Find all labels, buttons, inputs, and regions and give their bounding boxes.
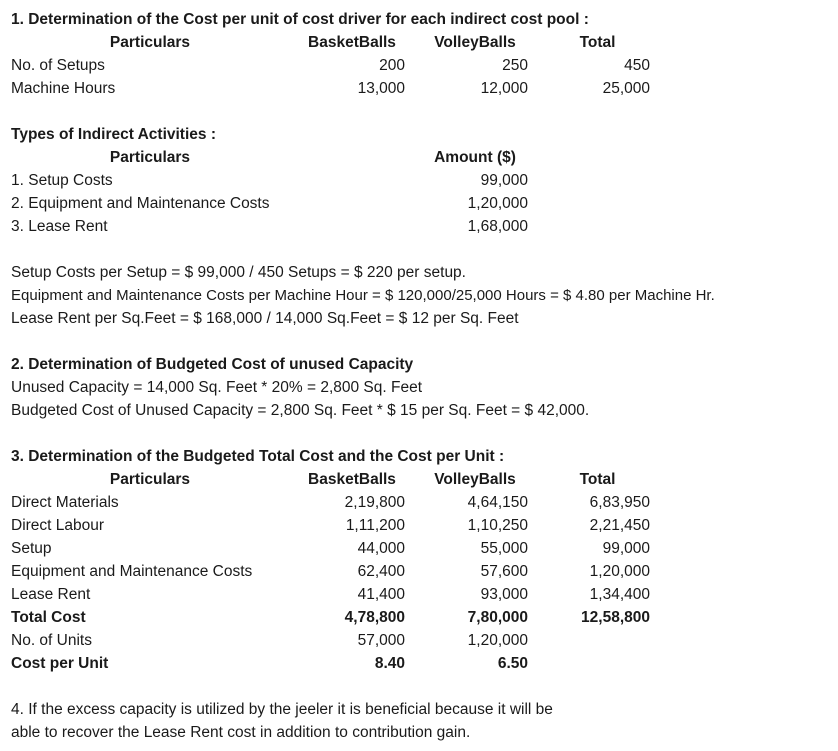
activity-amount: 1,68,000 [467, 218, 528, 235]
activity-label: 1. Setup Costs [11, 172, 113, 189]
activities-header-amount: Amount ($) [434, 149, 516, 166]
section3-row-basket: 1,11,200 [345, 517, 405, 534]
section3-row-total: 1,20,000 [589, 563, 650, 580]
section3-header-volleyballs: VolleyBalls [434, 471, 516, 488]
activity-amount: 1,20,000 [467, 195, 528, 212]
section3-row-total: 99,000 [602, 540, 650, 557]
section1-header-total: Total [579, 34, 616, 51]
section3-row-basket: 8.40 [374, 655, 405, 672]
section1-header-particulars: Particulars [109, 34, 191, 51]
section3-header-total: Total [579, 471, 616, 488]
section3-row-label: Total Cost [11, 609, 86, 626]
section3-row-volley: 93,000 [480, 586, 528, 603]
activity-label: 2. Equipment and Maintenance Costs [11, 195, 270, 212]
section2-line: Budgeted Cost of Unused Capacity = 2,800 Sq. Feet * $ 15 per Sq. Feet = $ 42,000. [11, 402, 590, 419]
section1-row-label: No. of Setups [11, 57, 105, 74]
section3-row-label: Setup [11, 540, 52, 557]
section3-row-volley: 57,600 [480, 563, 528, 580]
section3-row-volley: 7,80,000 [467, 609, 528, 626]
section3-row-basket: 41,400 [357, 586, 405, 603]
section1-row-basket: 13,000 [357, 80, 405, 97]
section3-row-label: Cost per Unit [11, 655, 109, 672]
activities-title: Types of Indirect Activities : [11, 126, 216, 143]
section3-row-total: 6,83,950 [589, 494, 650, 511]
section1-title: 1. Determination of the Cost per unit of cost driver for each indirect cost pool : [11, 11, 589, 28]
rate-line-lease: Lease Rent per Sq.Feet = $ 168,000 / 14,000 Sq.Feet = $ 12 per Sq. Feet [11, 310, 519, 327]
section3-row-basket: 2,19,800 [344, 494, 405, 511]
rate-line-equipment: Equipment and Maintenance Costs per Machine Hour = $ 120,000/25,000 Hours = $ 4.80 per Machine Hr. [11, 287, 715, 304]
section3-row-total: 2,21,450 [589, 517, 650, 534]
section2-line: Unused Capacity = 14,000 Sq. Feet * 20% = 2,800 Sq. Feet [11, 379, 423, 396]
section3-row-basket: 4,78,800 [344, 609, 405, 626]
section1-row-total: 450 [624, 57, 650, 74]
section3-row-label: Equipment and Maintenance Costs [11, 563, 253, 580]
rate-line-setup: Setup Costs per Setup = $ 99,000 / 450 Setups = $ 220 per setup. [11, 264, 466, 281]
section3-row-total [550, 629, 650, 652]
section3-row-total [550, 652, 650, 675]
section3-row-volley: 1,20,000 [467, 632, 528, 649]
activities-header-particulars: Particulars [109, 149, 191, 166]
section3-row-label: Direct Labour [11, 517, 105, 534]
section1-header-basketballs: BasketBalls [308, 34, 396, 51]
section3-row-volley: 6.50 [497, 655, 528, 672]
activity-amount: 99,000 [480, 172, 528, 189]
section3-row-label: Direct Materials [11, 494, 119, 511]
section3-row-volley: 1,10,250 [467, 517, 528, 534]
section1-header-volleyballs: VolleyBalls [434, 34, 516, 51]
section1-row-basket: 200 [379, 57, 405, 74]
section3-header-particulars: Particulars [109, 471, 191, 488]
section3-header-basketballs: BasketBalls [308, 471, 396, 488]
section3-row-label: No. of Units [11, 632, 92, 649]
conclusion-line: able to recover the Lease Rent cost in addition to contribution gain. [11, 724, 471, 741]
section3-row-basket: 44,000 [357, 540, 405, 557]
section3-row-total: 1,34,400 [589, 586, 650, 603]
section3-title: 3. Determination of the Budgeted Total Cost and the Cost per Unit : [11, 448, 505, 465]
section3-row-volley: 4,64,150 [467, 494, 528, 511]
section1-row-volley: 12,000 [480, 80, 528, 97]
section3-row-volley: 55,000 [480, 540, 528, 557]
section2-title: 2. Determination of Budgeted Cost of unused Capacity [11, 356, 414, 373]
section1-row-label: Machine Hours [11, 80, 116, 97]
section3-row-basket: 62,400 [357, 563, 405, 580]
activity-label: 3. Lease Rent [11, 218, 108, 235]
conclusion-line: 4. If the excess capacity is utilized by the jeeler it is beneficial because it will be [11, 701, 553, 718]
section3-row-basket: 57,000 [357, 632, 405, 649]
section1-row-volley: 250 [502, 57, 528, 74]
section3-row-label: Lease Rent [11, 586, 91, 603]
section3-row-total: 12,58,800 [581, 609, 650, 626]
section1-row-total: 25,000 [602, 80, 650, 97]
